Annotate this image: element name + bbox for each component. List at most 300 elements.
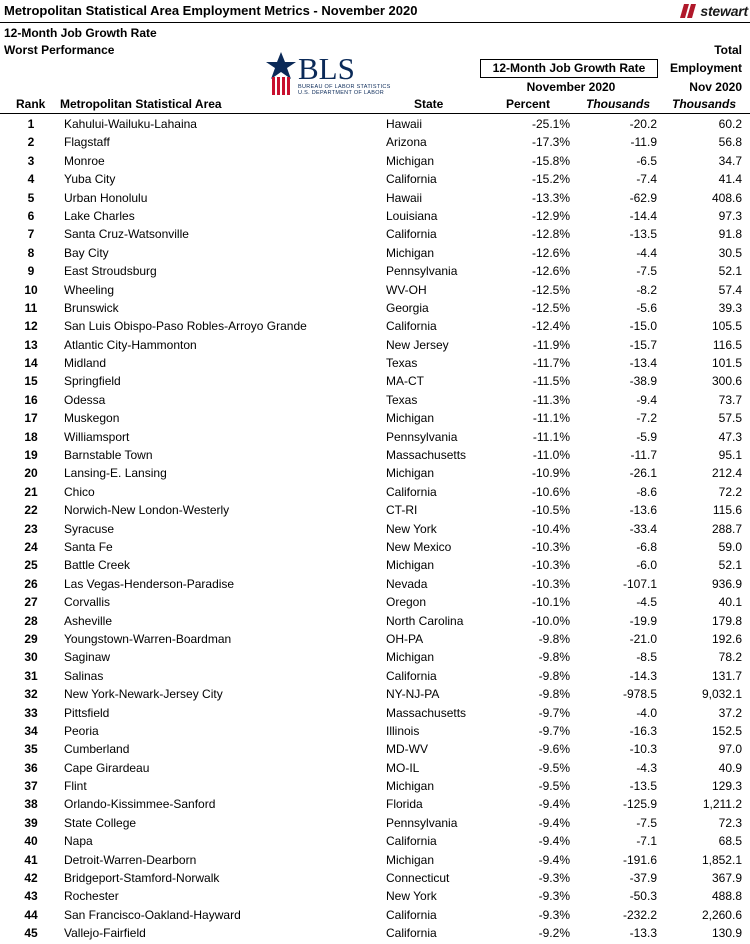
area-cell: San Francisco-Oakland-Hayward bbox=[64, 907, 241, 922]
table-row bbox=[0, 372, 750, 390]
table-row bbox=[0, 336, 750, 354]
state-cell: Connecticut bbox=[386, 871, 450, 886]
percent-cell: -9.4% bbox=[538, 797, 570, 812]
thousands-cell: -13.5 bbox=[629, 779, 657, 794]
percent-cell: -12.4% bbox=[531, 319, 570, 334]
rank-cell: 26 bbox=[24, 576, 38, 591]
percent-cell: -10.0% bbox=[531, 613, 570, 628]
total-employment-cell: 60.2 bbox=[718, 117, 742, 131]
thousands-cell: -232.2 bbox=[622, 907, 657, 922]
total-employment-cell: 37.2 bbox=[718, 705, 742, 720]
total-employment-cell: 152.5 bbox=[711, 723, 742, 738]
total-employment-cell: 52.1 bbox=[718, 558, 742, 573]
area-cell: Cumberland bbox=[64, 742, 130, 757]
table-row bbox=[0, 354, 750, 372]
percent-cell: -10.4% bbox=[531, 521, 570, 536]
state-cell: Nevada bbox=[386, 576, 428, 591]
stewart-mark-icon bbox=[680, 4, 698, 18]
thousands-cell: -7.2 bbox=[636, 411, 657, 426]
area-cell: Lake Charles bbox=[64, 208, 135, 223]
total-employment-cell: 367.9 bbox=[711, 871, 742, 886]
total-employment-cell: 56.8 bbox=[718, 135, 742, 150]
thousands-cell: -7.5 bbox=[636, 264, 657, 279]
total-employment-cell: 488.8 bbox=[711, 889, 742, 904]
percent-cell: -11.1% bbox=[532, 411, 570, 426]
table-row bbox=[0, 648, 750, 666]
thousands-cell: -191.6 bbox=[622, 852, 657, 867]
table-row bbox=[0, 814, 750, 832]
area-cell: Midland bbox=[64, 356, 107, 371]
state-cell: OH-PA bbox=[386, 631, 424, 646]
area-cell: Battle Creek bbox=[64, 558, 131, 573]
rank-cell: 44 bbox=[24, 907, 38, 922]
rank-cell: 31 bbox=[24, 668, 38, 683]
percent-cell: -10.9% bbox=[531, 466, 570, 481]
rank-cell: 37 bbox=[24, 779, 38, 794]
area-cell: East Stroudsburg bbox=[64, 264, 157, 279]
total-employment-cell: 1,852.1 bbox=[701, 852, 742, 867]
area-cell: Pittsfield bbox=[64, 705, 110, 720]
total-employment-cell: 39.3 bbox=[718, 300, 742, 315]
state-cell: New York bbox=[386, 889, 437, 904]
thousands-cell: -4.0 bbox=[636, 705, 657, 720]
rank-cell: 24 bbox=[24, 539, 38, 554]
state-cell: Massachusetts bbox=[386, 448, 467, 463]
total-employment-cell: 47.3 bbox=[718, 429, 742, 444]
state-cell: CT-RI bbox=[386, 503, 418, 518]
area-cell: Syracuse bbox=[64, 521, 115, 536]
percent-cell: -12.8% bbox=[531, 227, 570, 242]
table-row bbox=[0, 501, 750, 519]
title-bar bbox=[0, 0, 750, 23]
percent-cell: -9.8% bbox=[538, 631, 570, 646]
subtitle-worst-performance: Worst Performance bbox=[4, 43, 115, 57]
total-employment-cell: 73.7 bbox=[718, 392, 742, 407]
rank-cell: 42 bbox=[24, 871, 38, 886]
area-cell: Corvallis bbox=[64, 595, 111, 610]
rank-cell: 18 bbox=[24, 429, 38, 444]
total-employment-cell: 212.4 bbox=[711, 466, 742, 481]
rank-cell: 9 bbox=[27, 264, 35, 279]
state-cell: Michigan bbox=[386, 852, 435, 867]
thousands-cell: -4.5 bbox=[636, 595, 657, 610]
percent-cell: -10.5% bbox=[531, 503, 570, 518]
state-cell: Georgia bbox=[386, 300, 429, 315]
rank-cell: 30 bbox=[24, 650, 38, 665]
area-cell: Lansing-E. Lansing bbox=[64, 466, 167, 481]
percent-cell: -13.3% bbox=[531, 190, 570, 205]
thousands-cell: -11.7 bbox=[630, 448, 657, 463]
percent-cell: -25.1% bbox=[531, 117, 570, 131]
rank-cell: 17 bbox=[24, 411, 38, 426]
total-employment-cell: 936.9 bbox=[711, 576, 742, 591]
state-cell: California bbox=[386, 172, 437, 187]
table-row bbox=[0, 152, 750, 170]
state-column-header: State bbox=[414, 97, 444, 111]
state-cell: California bbox=[386, 227, 437, 242]
percent-cell: -11.3% bbox=[532, 392, 570, 407]
rank-cell: 5 bbox=[27, 190, 35, 205]
total-employment-cell: 57.4 bbox=[718, 282, 742, 297]
bls-logo-text: BLS bbox=[298, 51, 355, 86]
percent-cell: -9.2% bbox=[538, 926, 570, 941]
total-employment-cell: 40.1 bbox=[718, 595, 742, 610]
percent-cell: -11.1% bbox=[532, 429, 570, 444]
thousands-cell: -6.0 bbox=[636, 558, 657, 573]
state-cell: Michigan bbox=[386, 558, 435, 573]
rank-cell: 7 bbox=[27, 227, 35, 242]
total-employment-cell: 129.3 bbox=[711, 779, 742, 794]
thousands-cell: -5.6 bbox=[636, 300, 657, 315]
table-row bbox=[0, 795, 750, 813]
table-row bbox=[0, 630, 750, 648]
table-row bbox=[0, 391, 750, 409]
subtitle-growth-rate: 12-Month Job Growth Rate bbox=[4, 26, 157, 40]
thousands-cell: -15.7 bbox=[629, 337, 657, 352]
area-cell: State College bbox=[64, 815, 137, 830]
table-row bbox=[0, 133, 750, 151]
rank-cell: 2 bbox=[27, 135, 35, 150]
thousands-cell: -33.4 bbox=[629, 521, 657, 536]
percent-cell: -9.4% bbox=[538, 834, 570, 849]
area-cell: Napa bbox=[64, 834, 93, 849]
table-row bbox=[0, 777, 750, 795]
table-row bbox=[0, 851, 750, 869]
thousands-cell: -38.9 bbox=[629, 374, 657, 389]
table-row bbox=[0, 115, 750, 133]
area-cell: Peoria bbox=[64, 723, 99, 738]
thousands-cell: -14.4 bbox=[629, 208, 657, 223]
rank-cell: 27 bbox=[24, 595, 38, 610]
table-row bbox=[0, 281, 750, 299]
rank-cell: 40 bbox=[24, 834, 38, 849]
area-cell: Detroit-Warren-Dearborn bbox=[64, 852, 197, 867]
rank-cell: 43 bbox=[24, 889, 38, 904]
area-cell: Youngstown-Warren-Boardman bbox=[64, 631, 232, 646]
total-employment-cell: 288.7 bbox=[711, 521, 742, 536]
table-row bbox=[0, 612, 750, 630]
state-cell: Pennsylvania bbox=[386, 429, 458, 444]
state-cell: Michigan bbox=[386, 466, 435, 481]
table-row bbox=[0, 722, 750, 740]
percent-cell: -9.4% bbox=[538, 852, 570, 867]
table-row bbox=[0, 464, 750, 482]
rank-cell: 10 bbox=[24, 282, 38, 297]
percent-cell: -9.8% bbox=[538, 668, 570, 683]
area-cell: Brunswick bbox=[64, 300, 119, 315]
percent-cell: -11.0% bbox=[532, 448, 570, 463]
table-row bbox=[0, 869, 750, 887]
state-cell: California bbox=[386, 926, 437, 941]
area-cell: Cape Girardeau bbox=[64, 760, 150, 775]
rank-cell: 8 bbox=[27, 245, 35, 260]
total-employment-cell: 68.5 bbox=[718, 834, 742, 849]
thousands-cell: -9.4 bbox=[636, 392, 657, 407]
total-employment-cell: 116.5 bbox=[712, 337, 742, 352]
percent-cell: -9.3% bbox=[538, 889, 570, 904]
total-employment-cell: 131.7 bbox=[711, 668, 742, 683]
table-row bbox=[0, 317, 750, 335]
state-cell: Texas bbox=[386, 392, 418, 407]
table-row bbox=[0, 520, 750, 538]
rank-column-header: Rank bbox=[16, 97, 46, 111]
state-cell: New Mexico bbox=[386, 539, 452, 554]
thousands-cell: -5.9 bbox=[636, 429, 657, 444]
state-cell: Florida bbox=[386, 797, 423, 812]
percent-cell: -9.3% bbox=[538, 907, 570, 922]
rank-cell: 15 bbox=[24, 374, 38, 389]
state-cell: New York bbox=[386, 521, 437, 536]
area-cell: Barnstable Town bbox=[64, 448, 153, 463]
area-cell: Yuba City bbox=[64, 172, 116, 187]
thousands-cell: -37.9 bbox=[629, 871, 657, 886]
rank-cell: 34 bbox=[24, 723, 38, 738]
state-cell: WV-OH bbox=[386, 282, 427, 297]
thousands-cell: -125.9 bbox=[622, 797, 657, 812]
thousands-cell: -13.5 bbox=[629, 227, 657, 242]
total-employment-cell: 72.2 bbox=[718, 484, 742, 499]
state-cell: California bbox=[386, 907, 437, 922]
state-cell: New Jersey bbox=[386, 337, 449, 352]
rank-cell: 1 bbox=[27, 117, 35, 131]
total-employment-cell: 105.5 bbox=[711, 319, 742, 334]
total-employment-cell: 41.4 bbox=[718, 172, 742, 187]
total-employment-cell: 72.3 bbox=[718, 815, 742, 830]
table-row bbox=[0, 483, 750, 501]
thousands-cell: -13.6 bbox=[629, 503, 657, 518]
table-row bbox=[0, 667, 750, 685]
table-row bbox=[0, 262, 750, 280]
thousands-column-header: Thousands bbox=[585, 97, 650, 111]
total-employment-cell: 2,260.6 bbox=[701, 907, 742, 922]
total-employment-cell: 130.9 bbox=[711, 926, 742, 941]
rank-cell: 28 bbox=[24, 613, 38, 628]
thousands-cell: -6.8 bbox=[636, 539, 657, 554]
table-row bbox=[0, 225, 750, 243]
thousands-cell: -8.6 bbox=[636, 484, 657, 499]
percent-cell: -12.6% bbox=[531, 264, 570, 279]
area-cell: Salinas bbox=[64, 668, 104, 683]
state-cell: Michigan bbox=[386, 245, 435, 260]
rank-cell: 4 bbox=[27, 172, 35, 187]
area-cell: Bridgeport-Stamford-Norwalk bbox=[64, 871, 220, 886]
total-employment-cell: 115.6 bbox=[712, 503, 742, 518]
state-cell: MD-WV bbox=[386, 742, 428, 757]
percent-cell: -17.3% bbox=[531, 135, 570, 150]
thousands-cell: -21.0 bbox=[629, 631, 657, 646]
area-cell: Bay City bbox=[64, 245, 109, 260]
table-row bbox=[0, 740, 750, 758]
thousands-cell: -15.0 bbox=[629, 319, 657, 334]
growth-rate-header-box: 12-Month Job Growth Rate bbox=[480, 59, 658, 78]
rank-cell: 23 bbox=[24, 521, 38, 536]
percent-cell: -9.7% bbox=[538, 705, 570, 720]
total-employment-cell: 9,032.1 bbox=[701, 687, 742, 702]
percent-cell: -12.6% bbox=[531, 245, 570, 260]
percent-cell: -11.5% bbox=[532, 374, 570, 389]
total-employment-cell: 30.5 bbox=[718, 245, 742, 260]
total-employment-cell: 52.1 bbox=[718, 264, 742, 279]
state-cell: Illinois bbox=[386, 723, 420, 738]
data-table bbox=[0, 115, 750, 943]
percent-cell: -10.3% bbox=[531, 558, 570, 573]
area-cell: Kahului-Wailuku-Lahaina bbox=[64, 117, 197, 131]
table-row bbox=[0, 887, 750, 905]
percent-cell: -10.3% bbox=[531, 539, 570, 554]
rank-cell: 16 bbox=[24, 392, 38, 407]
percent-cell: -9.7% bbox=[538, 723, 570, 738]
total-employment-cell: 91.8 bbox=[718, 227, 742, 242]
state-cell: MO-IL bbox=[386, 760, 420, 775]
area-cell: Williamsport bbox=[64, 429, 130, 444]
thousands-cell: -8.2 bbox=[636, 282, 657, 297]
percent-cell: -9.8% bbox=[538, 650, 570, 665]
area-cell: New York-Newark-Jersey City bbox=[64, 687, 223, 702]
state-cell: MA-CT bbox=[386, 374, 424, 389]
state-cell: California bbox=[386, 319, 437, 334]
total-employment-cell: 97.3 bbox=[718, 208, 742, 223]
total-header-line-1: Total bbox=[714, 43, 742, 57]
table-row bbox=[0, 189, 750, 207]
rank-cell: 13 bbox=[24, 337, 38, 352]
table-row bbox=[0, 906, 750, 924]
rank-cell: 22 bbox=[24, 503, 38, 518]
total-header-line-2: Employment bbox=[669, 61, 742, 75]
state-cell: Hawaii bbox=[386, 117, 423, 131]
thousands-cell: -7.4 bbox=[636, 172, 657, 187]
percent-column-header: Percent bbox=[505, 97, 550, 111]
rank-cell: 12 bbox=[24, 319, 38, 334]
state-cell: California bbox=[386, 668, 437, 683]
brand-name: stewart bbox=[700, 3, 748, 19]
state-cell: Michigan bbox=[386, 411, 435, 426]
area-cell: Flint bbox=[64, 779, 87, 794]
percent-cell: -10.6% bbox=[531, 484, 570, 499]
rank-cell: 36 bbox=[24, 760, 38, 775]
thousands-cell: -107.1 bbox=[622, 576, 657, 591]
table-row bbox=[0, 299, 750, 317]
thousands-cell: -7.5 bbox=[636, 815, 657, 830]
state-cell: Pennsylvania bbox=[386, 264, 458, 279]
rank-cell: 41 bbox=[24, 852, 38, 867]
state-cell: Louisiana bbox=[386, 208, 438, 223]
percent-cell: -11.9% bbox=[532, 337, 570, 352]
state-cell: California bbox=[386, 484, 437, 499]
table-row bbox=[0, 593, 750, 611]
area-cell: Wheeling bbox=[64, 282, 115, 297]
percent-cell: -10.1% bbox=[531, 595, 570, 610]
thousands-cell: -26.1 bbox=[629, 466, 657, 481]
area-cell: Monroe bbox=[64, 153, 105, 168]
table-row bbox=[0, 428, 750, 446]
thousands-cell: -16.3 bbox=[629, 723, 657, 738]
thousands-cell: -62.9 bbox=[629, 190, 657, 205]
total-employment-cell: 192.6 bbox=[711, 631, 742, 646]
rank-cell: 3 bbox=[27, 153, 35, 168]
total-employment-cell: 59.0 bbox=[718, 539, 742, 554]
thousands-cell: -7.1 bbox=[636, 834, 657, 849]
area-cell: Urban Honolulu bbox=[64, 190, 148, 205]
thousands-cell: -13.3 bbox=[629, 926, 657, 941]
thousands-cell: -10.3 bbox=[629, 742, 657, 757]
thousands-cell: -978.5 bbox=[622, 687, 657, 702]
table-row bbox=[0, 207, 750, 225]
state-cell: Arizona bbox=[386, 135, 427, 150]
area-column-header: Metropolitan Statistical Area bbox=[60, 97, 222, 111]
table-row bbox=[0, 244, 750, 262]
total-employment-cell: 408.6 bbox=[711, 190, 742, 205]
table-row bbox=[0, 832, 750, 850]
total-employment-cell: 1,211.2 bbox=[702, 797, 742, 812]
area-cell: Asheville bbox=[64, 613, 113, 628]
thousands-cell: -50.3 bbox=[629, 889, 657, 904]
november-header: November 2020 bbox=[526, 80, 616, 94]
total-employment-cell: 97.0 bbox=[718, 742, 742, 757]
bls-logo-caption-1: BUREAU OF LABOR STATISTICS bbox=[298, 84, 391, 90]
total-employment-cell: 57.5 bbox=[718, 411, 742, 426]
total-employment-cell: 78.2 bbox=[718, 650, 742, 665]
area-cell: Flagstaff bbox=[64, 135, 110, 150]
state-cell: Massachusetts bbox=[386, 705, 467, 720]
page-title: Metropolitan Statistical Area Employment Metrics - November 2020 bbox=[4, 3, 418, 18]
area-cell: Las Vegas-Henderson-Paradise bbox=[64, 576, 235, 591]
percent-cell: -15.8% bbox=[531, 153, 570, 168]
rank-cell: 19 bbox=[24, 448, 38, 463]
area-cell: Santa Fe bbox=[64, 539, 113, 554]
thousands-cell: -6.5 bbox=[636, 153, 657, 168]
thousands-cell: -14.3 bbox=[629, 668, 657, 683]
table-row bbox=[0, 446, 750, 464]
state-cell: Oregon bbox=[386, 595, 427, 610]
rank-cell: 45 bbox=[24, 926, 38, 941]
percent-cell: -9.8% bbox=[538, 687, 570, 702]
percent-cell: -9.5% bbox=[538, 779, 570, 794]
percent-cell: -9.5% bbox=[538, 760, 570, 775]
rank-cell: 29 bbox=[24, 631, 38, 646]
total-employment-cell: 101.5 bbox=[711, 356, 742, 371]
percent-cell: -12.5% bbox=[531, 282, 570, 297]
area-cell: Norwich-New London-Westerly bbox=[64, 503, 230, 518]
total-header-line-3: Nov 2020 bbox=[689, 80, 742, 94]
thousands-cell: -20.2 bbox=[629, 117, 657, 131]
total-employment-cell: 95.1 bbox=[718, 448, 742, 463]
thousands-cell: -4.4 bbox=[636, 245, 657, 260]
area-cell: Vallejo-Fairfield bbox=[64, 926, 146, 941]
table-row bbox=[0, 170, 750, 188]
rank-cell: 14 bbox=[24, 356, 38, 371]
rank-cell: 32 bbox=[24, 687, 38, 702]
rank-cell: 20 bbox=[24, 466, 38, 481]
table-row bbox=[0, 556, 750, 574]
area-cell: Saginaw bbox=[64, 650, 111, 665]
thousands-cell: -11.9 bbox=[630, 135, 657, 150]
rank-cell: 35 bbox=[24, 742, 38, 757]
table-row bbox=[0, 759, 750, 777]
percent-cell: -12.9% bbox=[531, 208, 570, 223]
header-divider bbox=[0, 113, 750, 114]
thousands-cell: -8.5 bbox=[636, 650, 657, 665]
area-cell: Chico bbox=[64, 484, 95, 499]
area-cell: Atlantic City-Hammonton bbox=[64, 337, 197, 352]
rank-cell: 11 bbox=[24, 300, 38, 315]
percent-cell: -9.6% bbox=[538, 742, 570, 757]
area-cell: Odessa bbox=[64, 392, 106, 407]
percent-cell: -12.5% bbox=[531, 300, 570, 315]
area-cell: Orlando-Kissimmee-Sanford bbox=[64, 797, 216, 812]
thousands-cell: -13.4 bbox=[629, 356, 657, 371]
total-employment-cell: 179.8 bbox=[711, 613, 742, 628]
state-cell: California bbox=[386, 834, 437, 849]
